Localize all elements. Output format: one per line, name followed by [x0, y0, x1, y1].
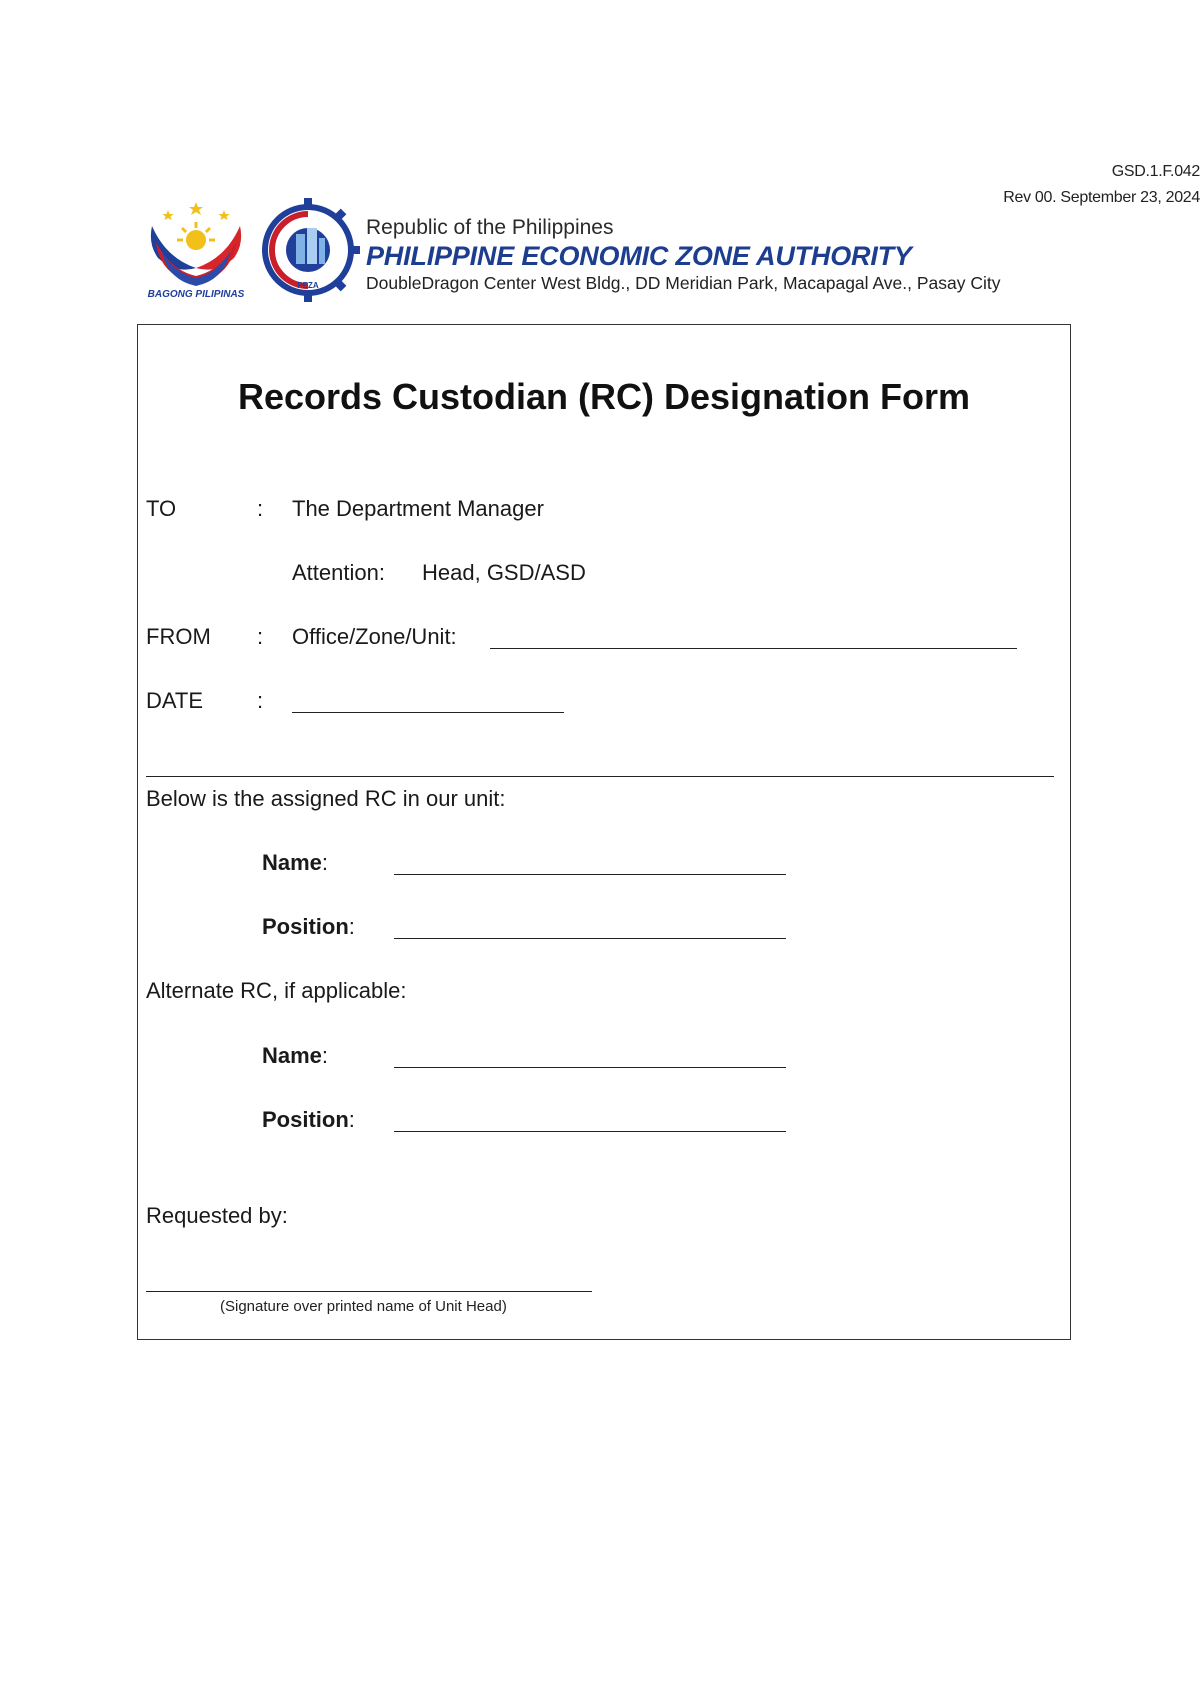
alt-rc-position-field[interactable]: [394, 1131, 786, 1132]
to-label: TO: [146, 496, 177, 521]
rc-name-field[interactable]: [394, 874, 786, 875]
rc-position-label-row: [262, 914, 355, 940]
bagong-pilipinas-logo: [136, 196, 256, 300]
svg-text:BAGONG PILIPINAS: BAGONG PILIPINAS: [147, 289, 245, 300]
alt-rc-position-label: Position: [262, 1107, 349, 1132]
attention-value: Head, GSD/ASD: [422, 560, 586, 585]
date-field[interactable]: [292, 712, 564, 713]
from-label: FROM: [146, 624, 211, 649]
alt-rc-name-label-row: [262, 1043, 328, 1069]
agency-address: DoubleDragon Center West Bldg., DD Meridian Park, Macapagal Ave., Pasay City: [366, 273, 1001, 293]
to-value: The Department Manager: [292, 496, 544, 521]
signature-line[interactable]: [146, 1291, 592, 1292]
rc-name-label: Name: [262, 850, 322, 875]
alt-rc-position-colon: :: [348, 1107, 355, 1132]
attention-label: Attention:: [292, 560, 385, 585]
alt-rc-position-label-row: [262, 1107, 355, 1133]
agency-name: PHILIPPINE ECONOMIC ZONE AUTHORITY: [366, 241, 912, 271]
form-code: GSD.1.F.042: [1111, 163, 1200, 180]
office-zone-unit-label: Office/Zone/Unit:: [292, 624, 457, 649]
office-zone-unit-field[interactable]: [490, 648, 1017, 649]
form-border: [137, 324, 1071, 1340]
alt-rc-name-field[interactable]: [394, 1067, 786, 1068]
signature-caption: (Signature over printed name of Unit Head): [220, 1298, 507, 1315]
svg-text:PEZA: PEZA: [297, 281, 319, 290]
rc-position-label: Position: [262, 914, 349, 939]
date-colon: :: [257, 688, 264, 713]
date-label: DATE: [146, 688, 204, 713]
requested-by-label: Requested by:: [146, 1203, 288, 1228]
rc-position-field[interactable]: [394, 938, 786, 939]
peza-seal: [256, 198, 360, 302]
alt-rc-name-label: Name: [262, 1043, 322, 1068]
from-colon: :: [257, 624, 264, 649]
assigned-rc-intro: Below is the assigned RC in our unit:: [146, 786, 506, 811]
alternate-rc-intro: Alternate RC, if applicable:: [146, 978, 407, 1003]
rc-name-colon: :: [321, 850, 329, 875]
alt-rc-name-colon: :: [321, 1043, 329, 1068]
revision-date: Rev 00. September 23, 2024: [1003, 189, 1200, 206]
form-title: Records Custodian (RC) Designation Form: [237, 376, 971, 417]
to-colon: :: [257, 496, 264, 521]
republic-label: Republic of the Philippines: [366, 216, 614, 239]
rc-name-label-row: [262, 850, 328, 876]
section-divider: [146, 776, 1054, 777]
rc-position-colon: :: [348, 914, 355, 939]
